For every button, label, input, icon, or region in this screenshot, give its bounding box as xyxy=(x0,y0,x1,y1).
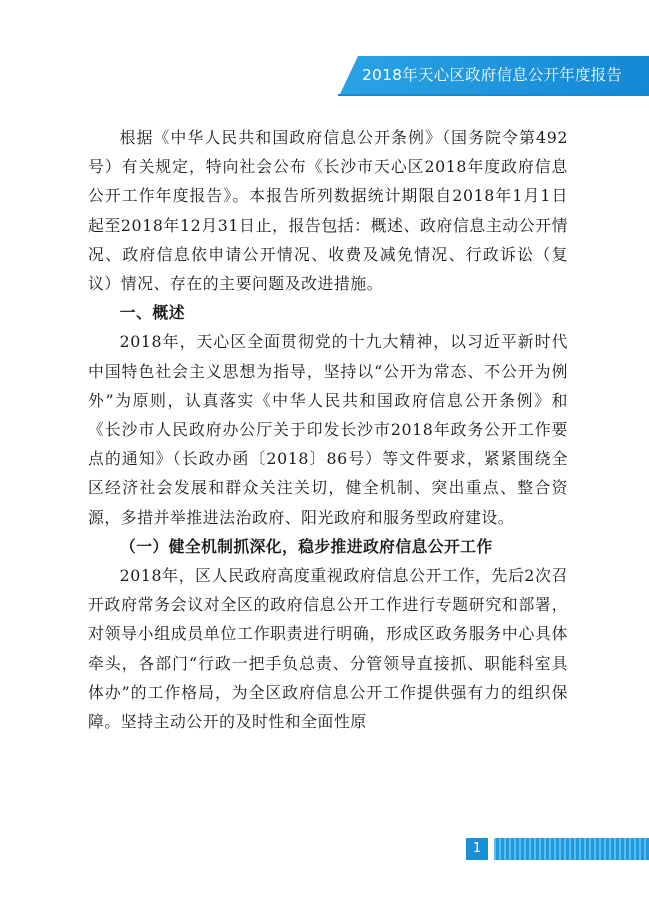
header-divider xyxy=(338,94,649,96)
document-body xyxy=(88,123,568,736)
report-title: 2018年天心区政府信息公开年度报告 xyxy=(362,66,623,84)
mechanism-paragraph: 2018年，区人民政府高度重视政府信息公开工作，先后2次召开政府常务会议对全区的政府信息公开工作进行专题研究和部署，对领导小组成员单位工作职责进行明确，形成区政务服务中心具体牵头，各部门“行政一把手负总责、分管领导直接抓、职能科室具体办”的工作格局，为全区政府信息公开工作提供强有力的组织保障。坚持主动公开的及时性和全面性原 xyxy=(88,566,568,732)
overview-paragraph: 2018年，天心区全面贯彻党的十九大精神，以习近平新时代中国特色社会主义思想为指导，坚持以“公开为常态、不公开为例外”为原则，认真落实《中华人民共和国政府信息公开条例》和《长沙市人民政府办公厅关于印发长沙市2018年政务公开工作要点的通知》（长政办函〔2018〕86号）等文件要求，紧紧围绕全区经济社会发展和群众关注关切，健全机制、突出重点、整合资源，多措并举推进法治政府、阳光政府和服务型政府建设。 xyxy=(88,332,568,527)
section-heading-overview: 一、概述 xyxy=(119,303,186,323)
page-number: 1 xyxy=(466,838,488,860)
footer-separator xyxy=(488,838,494,860)
intro-paragraph: 根据《中华人民共和国政府信息公开条例》（国务院令第492号）有关规定，特向社会公布《长沙市天心区2018年度政府信息公开工作年度报告》。本报告所列数据统计期限自2018年1月1日起至2018年12月31日止，报告包括：概述、政府信息主动公开情况、政府信息依申请公开情况、收费及减免情况、行政诉讼（复议）情况、存在的主要问题及改进措施。 xyxy=(88,128,568,294)
subsection-heading-mechanism: （一）健全机制抓深化，稳步推进政府信息公开工作 xyxy=(120,536,493,556)
